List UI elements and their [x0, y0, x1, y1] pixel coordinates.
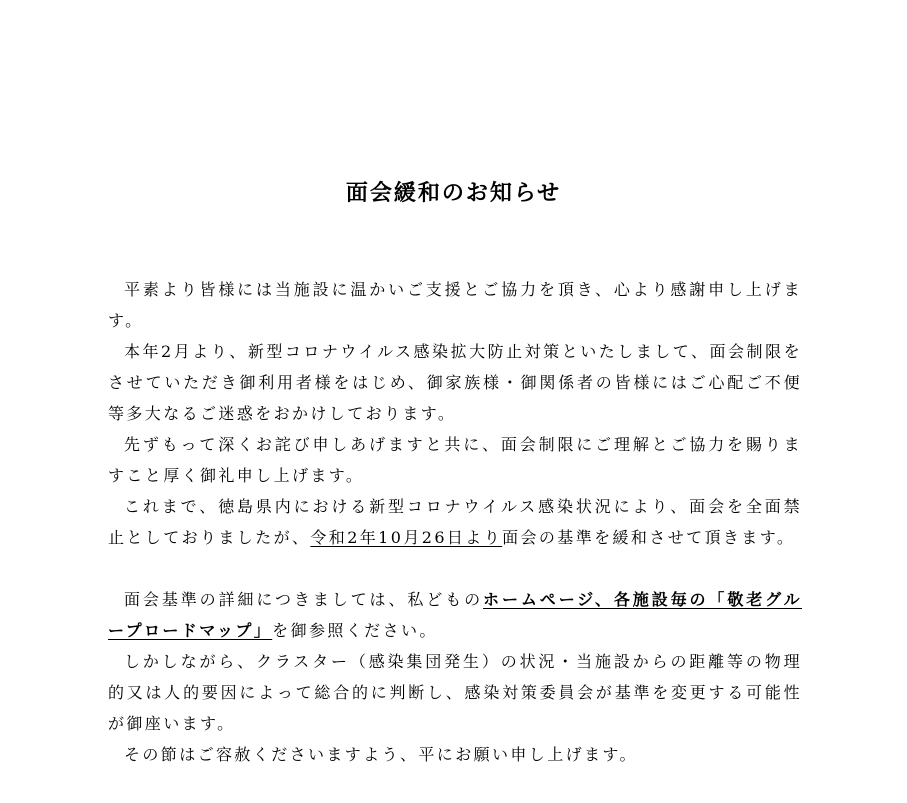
details-text-before: 面会基準の詳細につきましては、私どもの	[124, 590, 484, 609]
page-title: 面会緩和のお知らせ	[345, 180, 562, 206]
paragraph-greeting: 平素より皆様には当施設に温かいご支援とご協力を頂き、心より感謝申し上げます。	[108, 280, 802, 330]
paragraph-spacer	[108, 553, 802, 584]
relaxation-text-after: 面会の基準を緩和させて頂きます。	[502, 528, 796, 547]
relaxation-text-before: これまで、徳島県内における新型コロナウイルス感染状況により、面会を全面禁止としておりましたが、	[108, 497, 802, 547]
paragraph-criteria-change: しかしながら、クラスター（感染集団発生）の状況・当施設からの距離等の物理的又は人的要因によって総合的に判断し、感染対策委員会が基準を変更する可能性が御座います。	[108, 652, 802, 733]
paragraph-visit-restriction: 本年2月より、新型コロナウイルス感染拡大防止対策といたしまして、面会制限をさせていただき御利用者様をはじめ、御家族様・御関係者の皆様にはご心配ご不便等多大なるご迷惑をおかけしております。	[108, 342, 802, 423]
homepage-roadmap-link[interactable]: ホームページ、各施設毎の「敬老グループロードマップ」	[108, 590, 802, 640]
paragraph-relaxation	[108, 491, 802, 553]
paragraph-apology: 先ずもって深くお詫び申しあげますと共に、面会制限にご理解とご協力を賜りますこと厚く御礼申し上げます。	[108, 435, 802, 485]
document-body	[108, 274, 802, 770]
paragraph-request: その節はご容赦くださいますよう、平にお願い申し上げます。	[124, 745, 638, 764]
paragraph-details	[108, 584, 802, 646]
details-text-after: を御参照ください。	[272, 621, 438, 640]
relaxation-date: 令和2年10月26日より	[310, 528, 503, 547]
